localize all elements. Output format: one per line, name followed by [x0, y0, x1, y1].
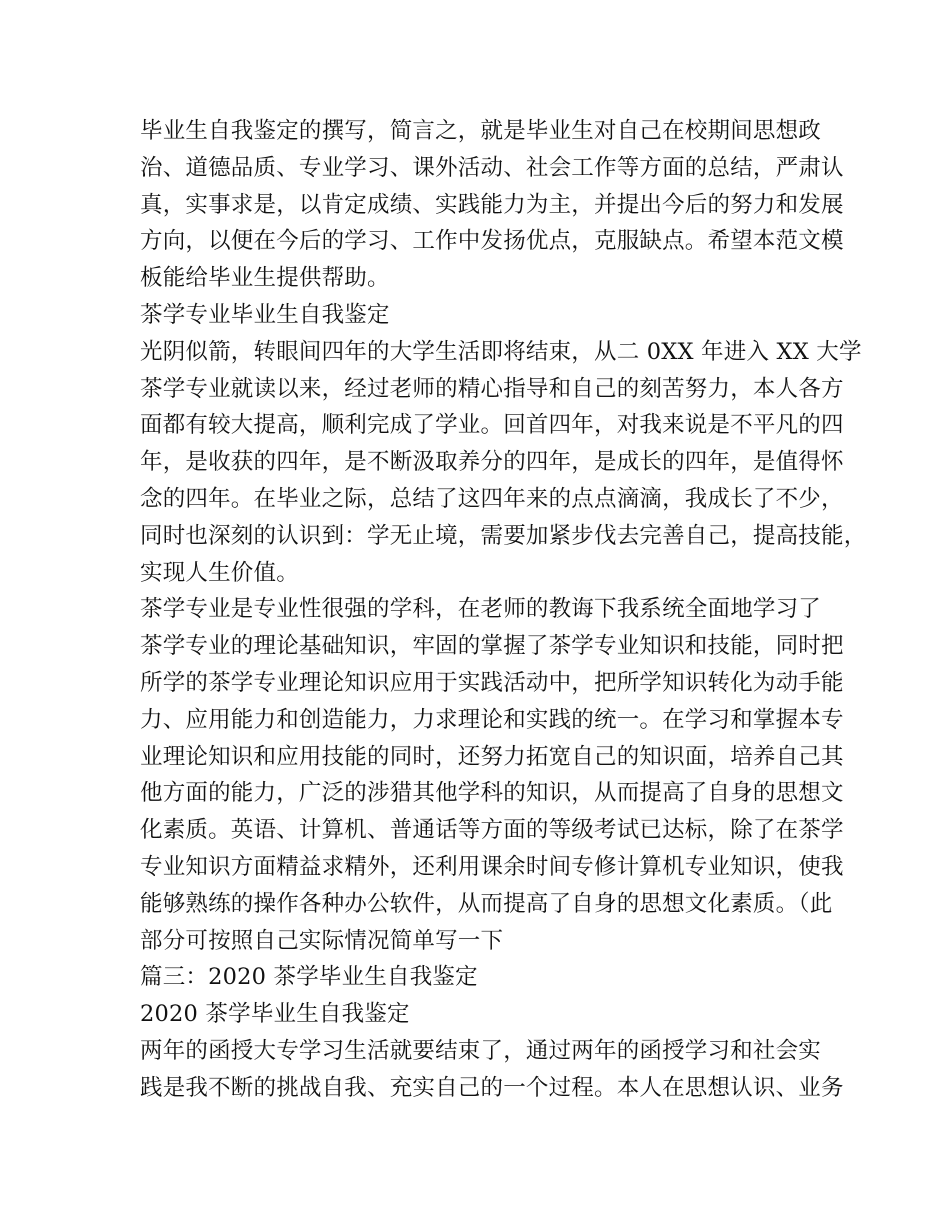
text-line: 部分可按照自己实际情况简单写一下 [140, 927, 504, 954]
document-body [140, 113, 867, 1107]
text-line: 践是我不断的挑战自我、充实自己的一个过程。本人在思想认识、业务 [140, 1074, 844, 1101]
text-line: 两年的函授大专学习生活就要结束了，通过两年的函授学习和社会实 [140, 1037, 822, 1064]
text-line: 专业知识方面精益求精外，还利用课余时间专修计算机专业知识，使我 [140, 853, 844, 880]
text-line: 真，实事求是，以肯定成绩、实践能力为主，并提出今后的努力和发展 [140, 191, 844, 218]
text-line: 力、应用能力和创造能力，力求理论和实践的统一。在学习和掌握本专 [140, 706, 844, 733]
text-line: 化素质。英语、计算机、普通话等方面的等级考试已达标，除了在茶学 [140, 817, 844, 844]
text-line: 茶学专业的理论基础知识，牢固的掌握了茶学专业知识和技能，同时把 [140, 633, 844, 660]
text-line: 方向，以便在今后的学习、工作中发扬优点，克服缺点。希望本范文模 [140, 228, 844, 255]
text-line: 板能给毕业生提供帮助。 [140, 265, 390, 292]
text-line: 同时也深刻的认识到：学无止境，需要加紧步伐去完善自己，提高技能， [140, 522, 867, 549]
section-subheading: 2020 茶学毕业生自我鉴定 [140, 1001, 410, 1028]
text-line: 茶学专业是专业性很强的学科，在老师的教诲下我系统全面地学习了 [140, 596, 822, 623]
text-line: 业理论知识和应用技能的同时，还努力拓宽自己的知识面，培养自己其 [140, 743, 844, 770]
text-line: 面都有较大提高，顺利完成了学业。回首四年，对我来说是不平凡的四 [140, 412, 844, 439]
text-line: 茶学专业就读以来，经过老师的精心指导和自己的刻苦努力，本人各方 [140, 375, 844, 402]
section-heading: 篇三：2020 茶学毕业生自我鉴定 [140, 964, 478, 991]
text-line: 光阴似箭，转眼间四年的大学生活即将结束，从二 0XX 年进入 XX 大学 [140, 338, 862, 365]
text-line: 毕业生自我鉴定的撰写，简言之，就是毕业生对自己在校期间思想政 [140, 118, 822, 144]
text-line: 他方面的能力，广泛的涉猎其他学科的知识，从而提高了自身的思想文 [140, 780, 844, 807]
text-line: 治、道德品质、专业学习、课外活动、社会工作等方面的总结，严肃认 [140, 154, 844, 181]
text-line: 念的四年。在毕业之际，总结了这四年来的点点滴滴，我成长了不少， [140, 485, 844, 512]
text-line: 能够熟练的操作各种办公软件，从而提高了自身的思想文化素质。（此 [140, 890, 833, 917]
text-line: 实现人生价值。 [140, 559, 299, 586]
text-line: 年，是收获的四年，是不断汲取养分的四年，是成长的四年，是值得怀 [140, 449, 844, 476]
text-line: 所学的茶学专业理论知识应用于实践活动中，把所学知识转化为动手能 [140, 669, 844, 696]
section-heading: 茶学专业毕业生自我鉴定 [140, 301, 390, 328]
